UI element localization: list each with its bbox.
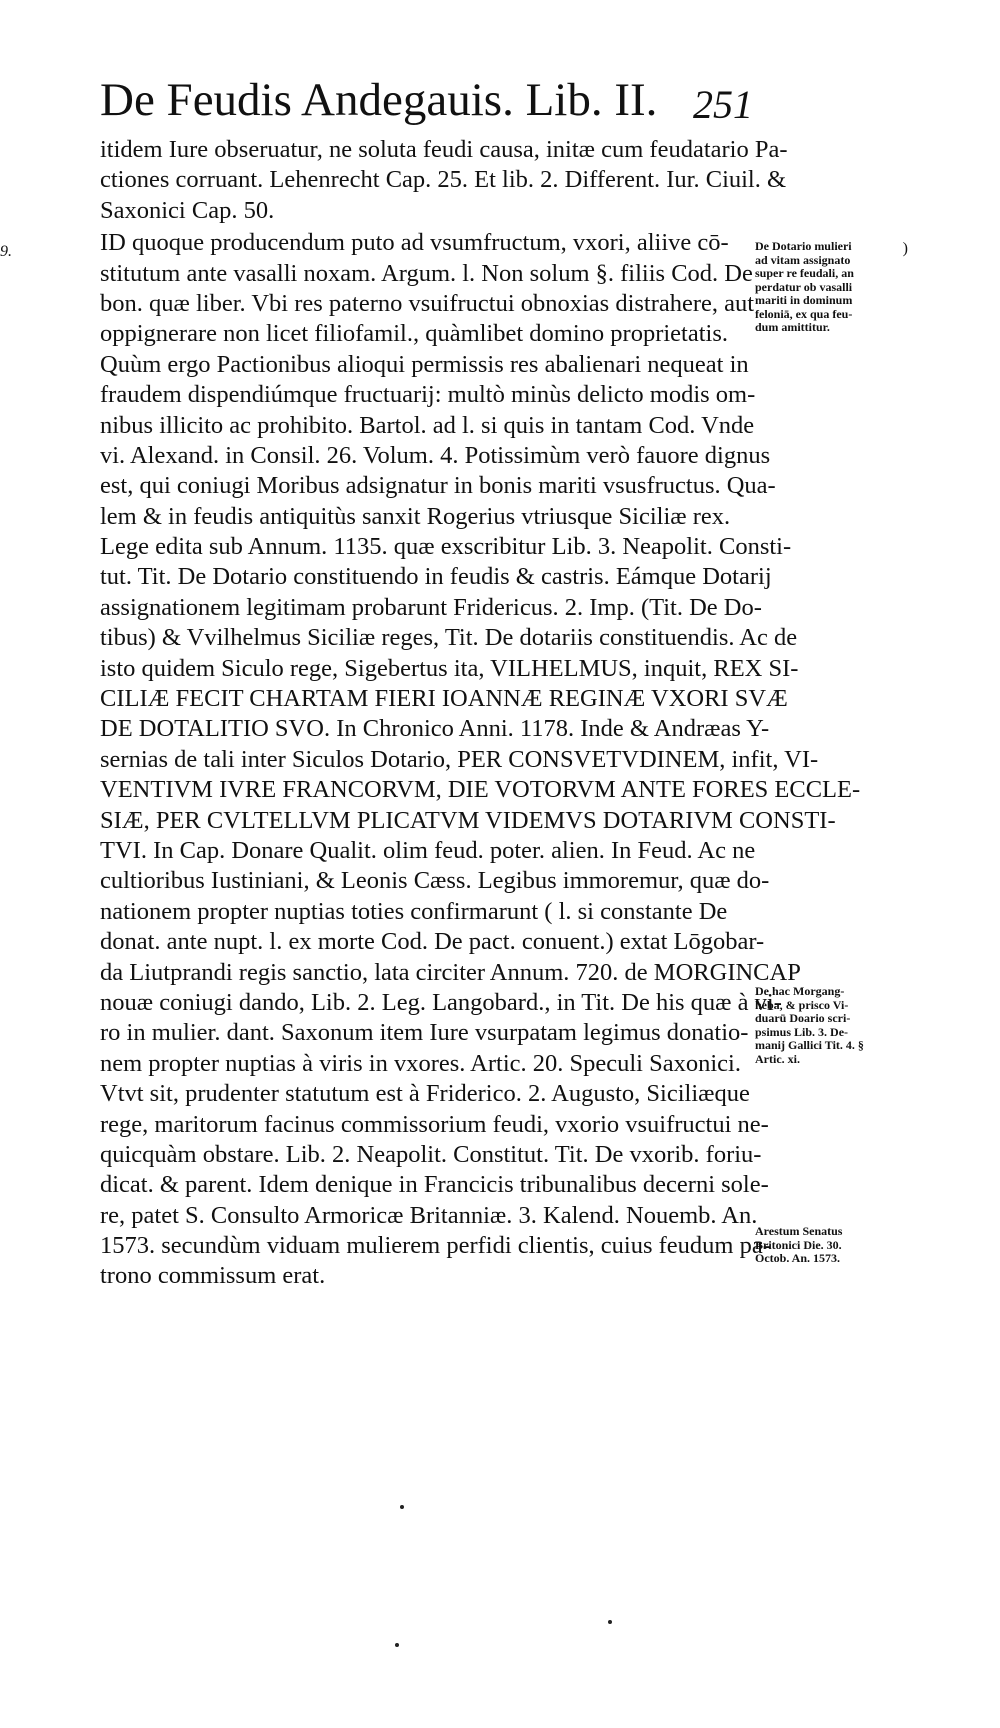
text-line: CILIÆ FECIT CHARTAM FIERI IOANNÆ REGINÆ VXORI SVÆ	[100, 685, 788, 713]
text-line: est, qui coniugi Moribus adsignatur in bonis mariti vsusfructus. Qua-	[100, 472, 776, 500]
text-line: fraudem dispendiúmque fructuarij: multò minùs delicto modis om-	[100, 381, 756, 409]
text-line: ctiones corruant. Lehenrecht Cap. 25. Et lib. 2. Different. Iur. Ciuil. &	[100, 166, 787, 194]
margin-note-arestum	[755, 1225, 900, 1266]
margin-note-line: Artic. xi.	[755, 1051, 800, 1066]
text-line: assignationem legitimam probarunt Fridericus. 2. Imp. (Tit. De Do-	[100, 593, 762, 621]
margin-note-line: super re feudali, an	[755, 266, 854, 280]
text-line: donat. ante nupt. l. ex morte Cod. De pact. conuent.) extat Lōgobar-	[100, 928, 765, 956]
margin-note-line: ad vitam assignato	[755, 252, 851, 267]
margin-note-line: manij Gallici Tit. 4. §	[755, 1038, 864, 1052]
text-line: Saxonici Cap. 50.	[100, 196, 275, 224]
text-line: re, patet S. Consulto Armoricæ Britanniæ. 3. Kalend. Nouemb. An.	[100, 1201, 758, 1229]
margin-note-line: Britonici Die. 30.	[755, 1237, 842, 1252]
left-edge-mark: 9.	[0, 243, 12, 260]
text-line: trono commissum erat.	[100, 1262, 326, 1290]
text-line: sernias de tali inter Siculos Dotario, PER CONSVETVDINEM, infit, VI-	[100, 745, 819, 773]
text-line: da Liutprandi regis sanctio, lata circiter Annum. 720. de MORGINCAP	[100, 958, 801, 986]
ink-speck	[400, 1505, 404, 1509]
margin-note-line: psimus Lib. 3. De-	[755, 1024, 849, 1039]
text-line: dicat. & parent. Idem denique in Francicis tribunalibus decerni sole-	[100, 1171, 769, 1199]
text-line: itidem Iure obseruatur, ne soluta feudi causa, initæ cum feudatario Pa-	[100, 136, 788, 163]
text-line: Vtvt sit, prudenter statutum est à Friderico. 2. Augusto, Siciliæque	[100, 1080, 750, 1108]
text-line: vi. Alexand. in Consil. 26. Volum. 4. Potissimùm verò fauore dignus	[100, 441, 771, 469]
margin-note-line: perdatur ob vasalli	[755, 279, 853, 294]
margin-note-morgangheba	[755, 985, 900, 1066]
margin-note-line: De Dotario mulieri	[755, 239, 852, 253]
margin-note-line: duarū Doario scri-	[755, 1011, 851, 1025]
page-header	[100, 70, 753, 130]
running-title: De Feudis Andegauis. Lib. II.	[100, 74, 658, 126]
text-line: quicquàm obstare. Lib. 2. Neapolit. Constitut. Tit. De vxorib. foriu-	[100, 1140, 762, 1168]
text-line: stitutum ante vasalli noxam. Argum. l. Non solum §. filiis Cod. De	[100, 259, 753, 287]
ink-speck	[608, 1620, 612, 1624]
text-line: ID quoque producendum puto ad vsumfructum, vxori, aliive cō-	[100, 229, 729, 257]
margin-note-line: Arestum Senatus	[755, 1224, 843, 1238]
text-line: ro in mulier. dant. Saxonum item Iure vsurpatam legimus donatio-	[100, 1019, 749, 1047]
text-line: nem propter nuptias à viris in vxores. Artic. 20. Speculi Saxonici.	[100, 1049, 741, 1077]
page-number: 251	[693, 82, 753, 127]
text-line: bon. quæ liber. Vbi res paterno vsuifructui obnoxias distrahere, aut	[100, 289, 755, 317]
margin-note-line: heba, & prisco Vi-	[755, 997, 849, 1012]
text-line: nationem propter nuptias toties confirmarunt ( l. si constante De	[100, 897, 728, 925]
text-line: tut. Tit. De Dotario constituendo in feudis & castris. Eámque Dotarij	[100, 563, 772, 591]
margin-note-line: mariti in dominum	[755, 293, 853, 307]
text-line: rege, maritorum facinus commissorium feudi, vxorio vsuifructui ne-	[100, 1110, 769, 1138]
text-line: SIÆ, PER CVLTELLVM PLICATVM VIDEMVS DOTARIVM CONSTI-	[100, 806, 836, 834]
margin-note-line: Octob. An. 1573.	[755, 1251, 841, 1265]
right-edge-mark: )	[902, 240, 908, 257]
text-line: isto quidem Siculo rege, Sigebertus ita, VILHELMUS, inquit, REX SI-	[100, 654, 799, 682]
text-line: tibus) & Vvilhelmus Siciliæ reges, Tit. De dotariis constituendis. Ac de	[100, 624, 798, 652]
margin-note-line: feloniā, ex qua feu-	[755, 306, 853, 321]
ink-speck	[395, 1643, 399, 1647]
text-line: nibus illicito ac prohibito. Bartol. ad l. si quis in tantam Cod. Vnde	[100, 411, 755, 439]
text-line: TVI. In Cap. Donare Qualit. olim feud. poter. alien. In Feud. Ac ne	[100, 836, 756, 864]
margin-note-line: De hac Morgang-	[755, 984, 845, 998]
text-line: Lege edita sub Annum. 1135. quæ exscribitur Lib. 3. Neapolit. Consti-	[100, 533, 792, 561]
text-line: nouæ coniugi dando, Lib. 2. Leg. Langobard., in Tit. De his quæ à vi-	[100, 988, 782, 1016]
margin-note-dotario	[755, 240, 900, 335]
text-line: VENTIVM IVRE FRANCORVM, DIE VOTORVM ANTE FORES ECCLE-	[100, 776, 861, 804]
text-line: oppignerare non licet filiofamil., quàmlibet domino proprietatis.	[100, 320, 728, 348]
text-line: lem & in feudis antiquitùs sanxit Rogerius vtriusque Siciliæ rex.	[100, 502, 731, 530]
text-line: DE DOTALITIO SVO. In Chronico Anni. 1178. Inde & Andræas Y-	[100, 715, 770, 743]
text-line: Quùm ergo Pactionibus alioqui permissis res abalienari nequeat in	[100, 350, 749, 378]
text-line: 1573. secundùm viduam mulierem perfidi clientis, cuius feudum pa-	[100, 1232, 771, 1260]
text-line: cultioribus Iustiniani, & Leonis Cæss. Legibus immoremur, quæ do-	[100, 867, 770, 895]
margin-note-line: dum amittitur.	[755, 320, 830, 334]
